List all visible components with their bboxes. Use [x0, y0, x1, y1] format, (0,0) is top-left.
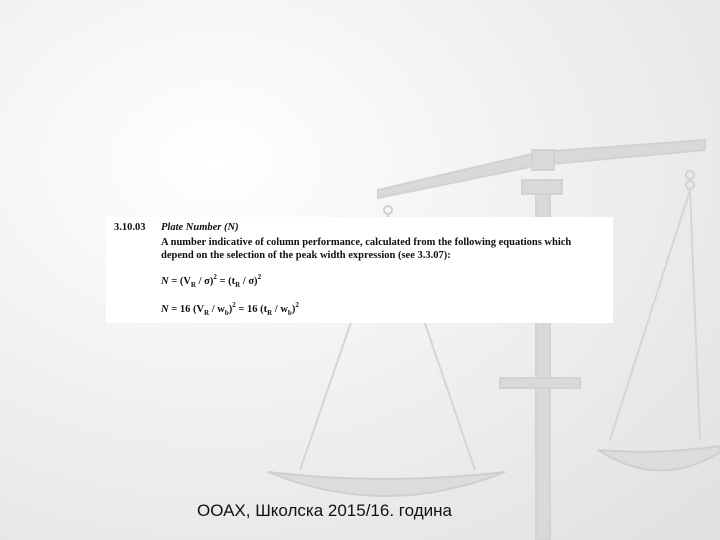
- left-pan: [268, 472, 505, 496]
- right-pan: [598, 446, 720, 471]
- entry-title: Plate Number (N): [161, 222, 239, 233]
- section-number: 3.10.03: [114, 222, 146, 233]
- definition-card: [106, 217, 613, 323]
- equation-1: $N = (V_R / \sigma)^2 = (t_R / \sigma)^2$: [161, 273, 262, 289]
- slide-footer: ООАХ, Школска 2015/16. година: [197, 501, 452, 520]
- equation-2: N = 16 $(V_R / w_b)^2 = 16$ $(t_R / w_b)^2$: [161, 301, 299, 317]
- entry-description: A number indicative of column performance, calculated from the following equations which depend on the selection of the peak width expression (see 3.3.07):: [161, 237, 572, 261]
